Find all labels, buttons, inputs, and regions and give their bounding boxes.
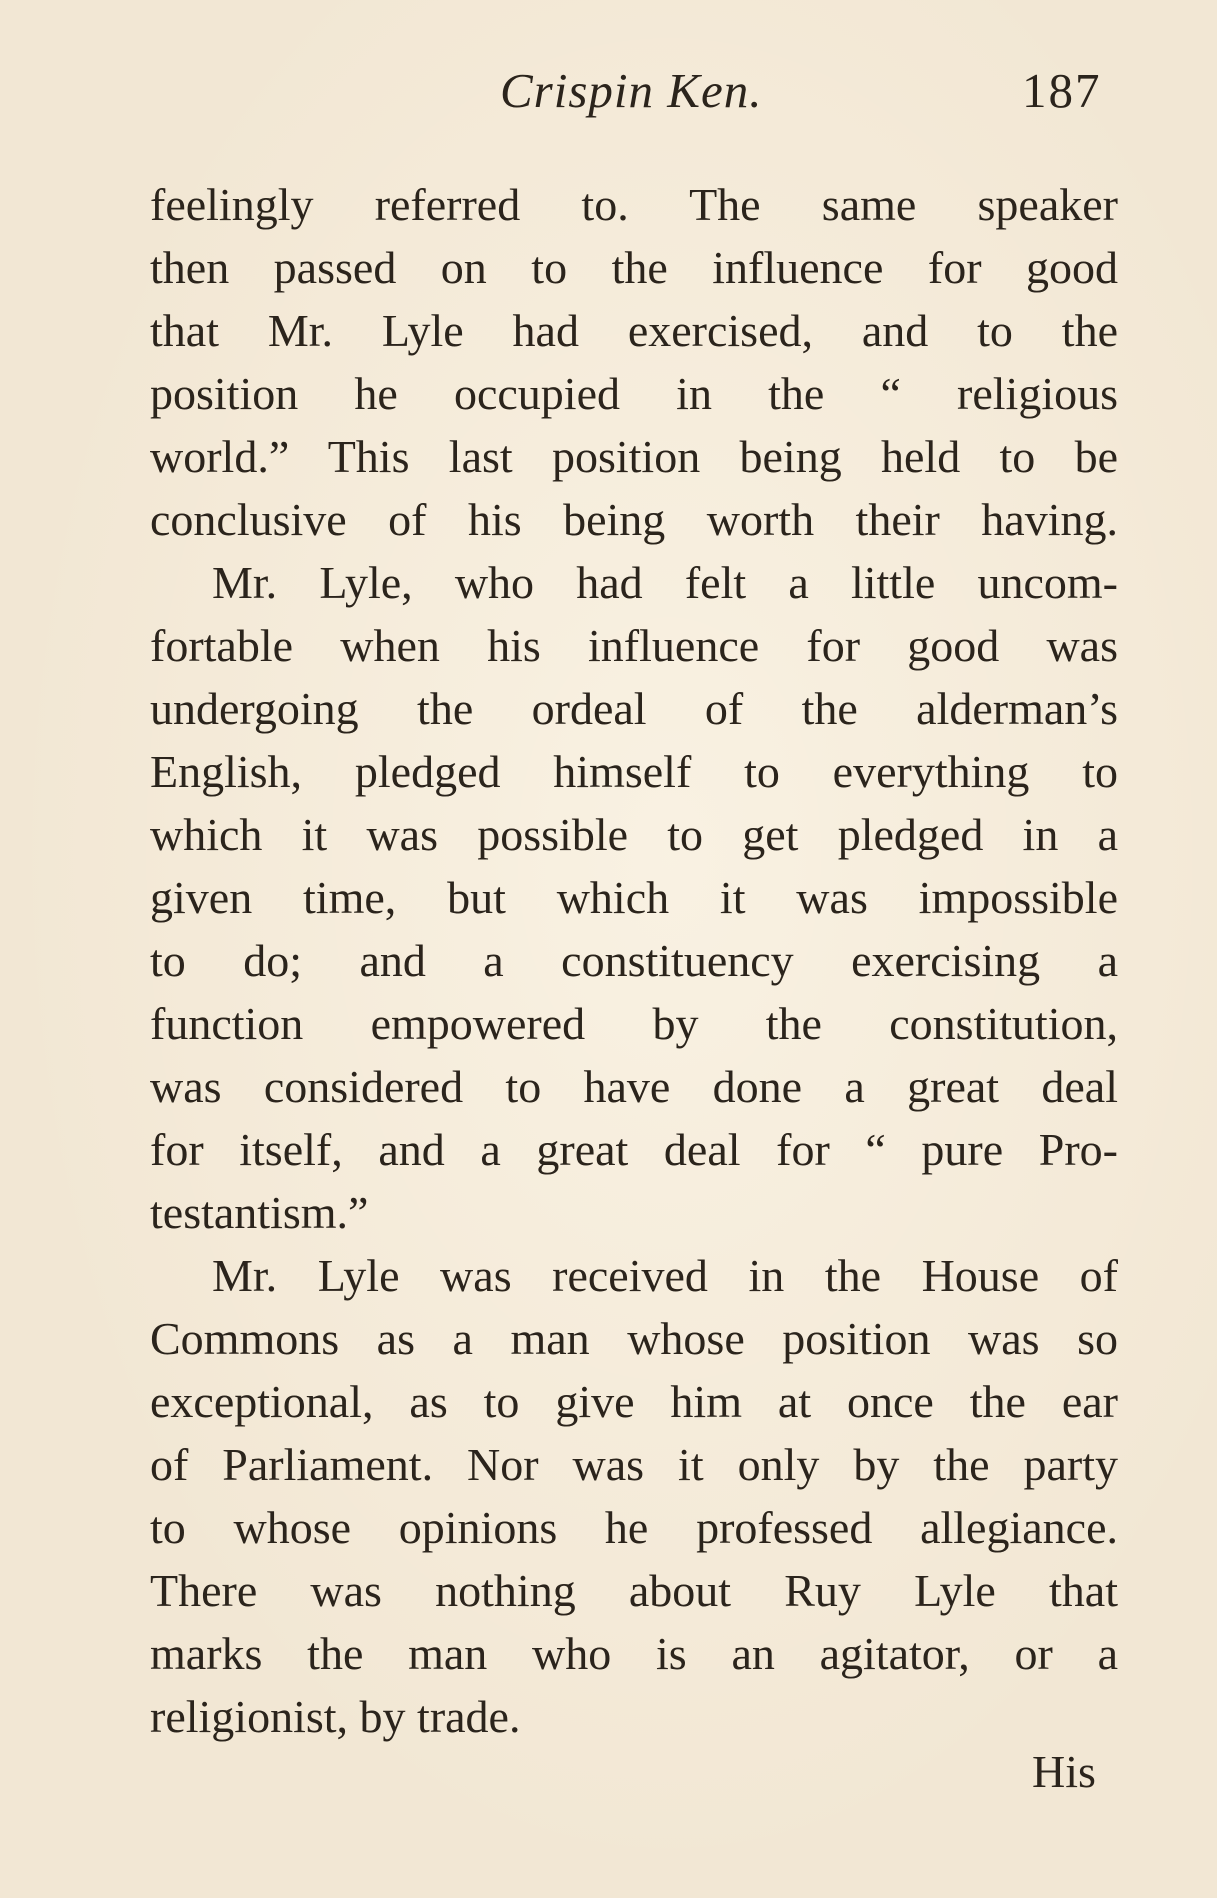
page-number: 187 — [1022, 63, 1102, 118]
paragraph-start-line: Mr. Lyle, who had felt a little uncom- — [212, 557, 1118, 608]
paragraph-end-line: religionist, by trade. — [150, 1691, 521, 1742]
text-line: to whose opinions he professed allegiance. — [150, 1502, 1118, 1553]
paragraph-start-line: Mr. Lyle was received in the House of — [212, 1250, 1118, 1301]
text-line: given time, but which it was impossible — [150, 872, 1118, 923]
running-title: Crispin Ken. — [500, 63, 763, 118]
text-line: Commons as a man whose position was so — [150, 1313, 1118, 1364]
paragraph-end-line: testantism.” — [150, 1187, 369, 1238]
catchword: His — [1032, 1746, 1096, 1797]
text-line: exceptional, as to give him at once the ear — [150, 1376, 1118, 1427]
running-header — [0, 58, 1217, 128]
text-line: English, pledged himself to everything to — [150, 746, 1118, 797]
text-line: undergoing the ordeal of the alderman’s — [150, 683, 1118, 734]
text-line: world.” This last position being held to be — [150, 431, 1118, 482]
text-line: fortable when his influence for good was — [150, 620, 1118, 671]
text-line: There was nothing about Ruy Lyle that — [150, 1565, 1118, 1616]
text-line: conclusive of his being worth their having. — [150, 494, 1118, 545]
text-line: of Parliament. Nor was it only by the party — [150, 1439, 1118, 1490]
text-line: then passed on to the influence for good — [150, 242, 1118, 293]
text-line: feelingly referred to. The same speaker — [150, 179, 1118, 230]
text-line: for itself, and a great deal for “ pure Pro- — [150, 1124, 1118, 1175]
text-line: that Mr. Lyle had exercised, and to the — [150, 305, 1118, 356]
text-line: which it was possible to get pledged in a — [150, 809, 1118, 860]
body-text — [150, 173, 1118, 1748]
text-line: marks the man who is an agitator, or a — [150, 1628, 1118, 1679]
text-line: to do; and a constituency exercising a — [150, 935, 1118, 986]
text-line: function empowered by the constitution, — [150, 998, 1118, 1049]
text-line: was considered to have done a great deal — [150, 1061, 1118, 1112]
text-line: position he occupied in the “ religious — [150, 368, 1118, 419]
